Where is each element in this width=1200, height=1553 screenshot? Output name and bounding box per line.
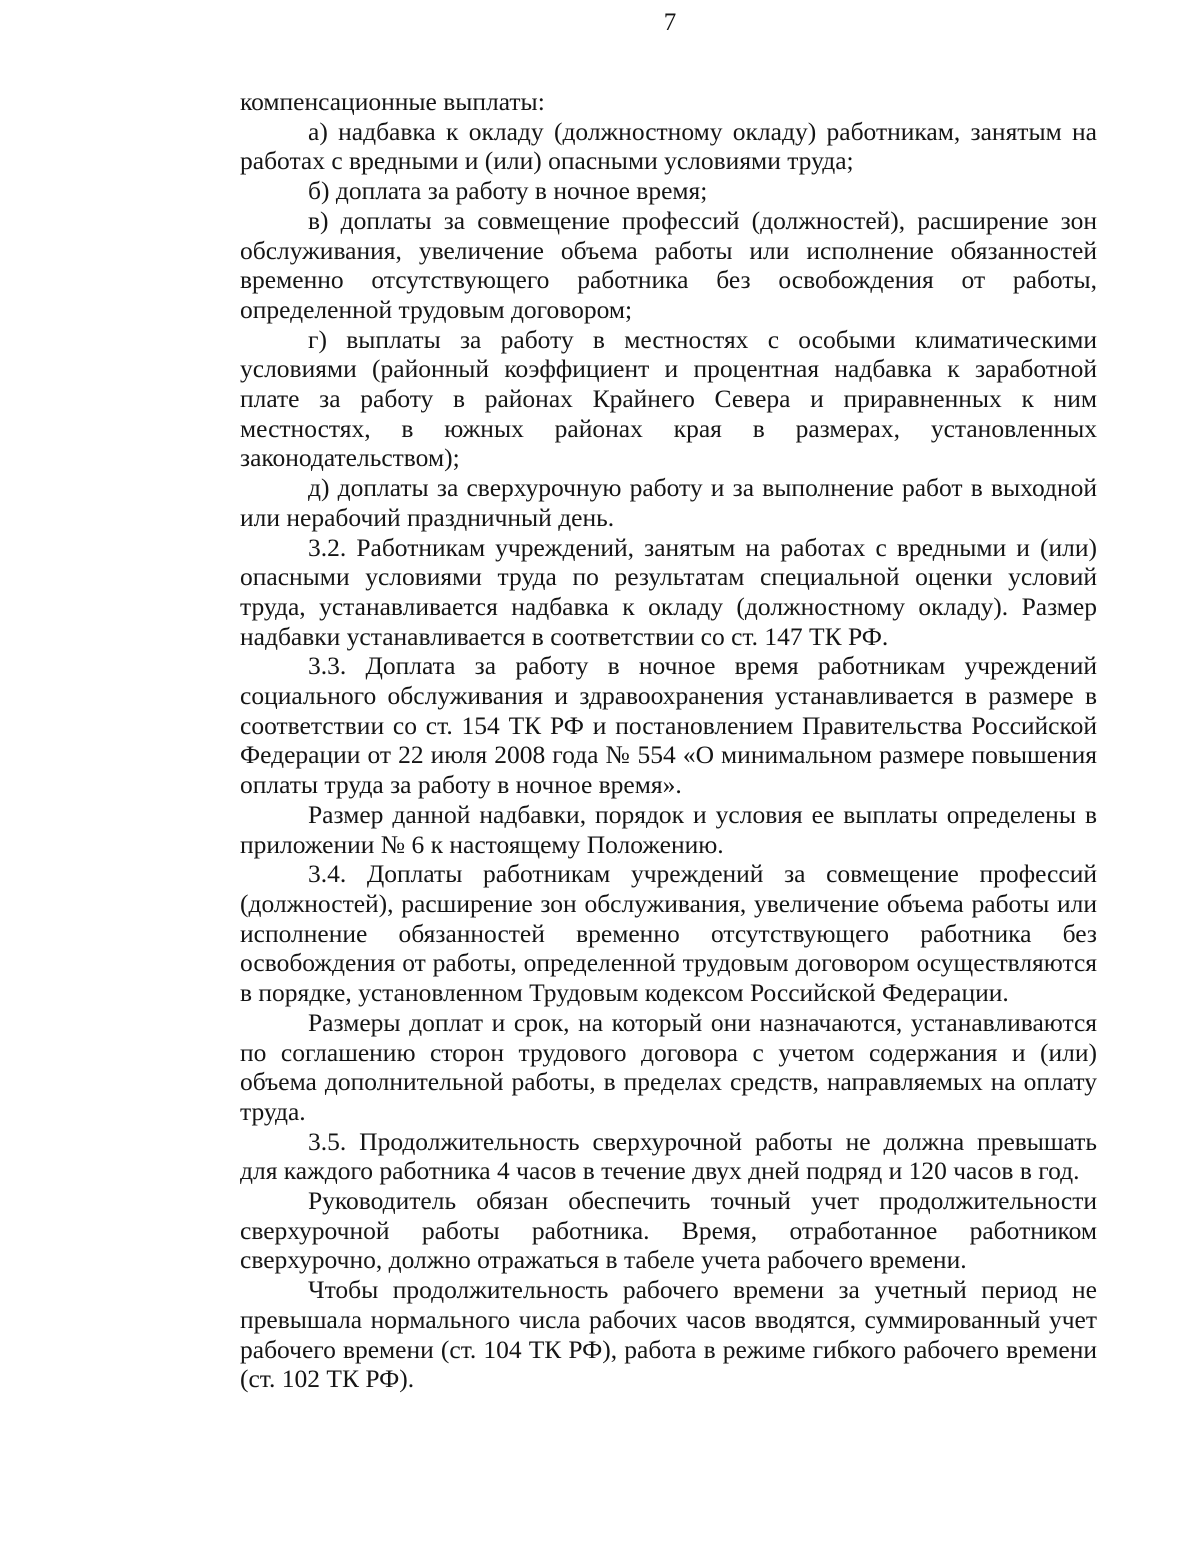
paragraph-item-g: г) выплаты за работу в местностях с особыми климатическими условиями (районный коэффициент и процентная надбавка к заработной плате за работу в районах Крайнего Севера и приравненных к ним местностях, в южных районах края в размерах, установленных законодательством); [240,324,1097,473]
paragraph-item-b: б) доплата за работу в ночное время; [308,176,708,206]
paragraph-item-d: д) доплаты за сверхурочную работу и за выполнение работ в выходной или нерабочий праздничный день. [240,473,1097,532]
paragraph-section-3-5: 3.5. Продолжительность сверхурочной работы не должна превышать для каждого работника 4 часов в течение двух дней подряд и 120 часов в год. [240,1126,1097,1186]
document-body [240,87,1097,1394]
paragraph-item-v: в) доплаты за совмещение профессий (должностей), расширение зон обслуживания, увеличение объема работы или исполнение обязанностей временно отсутствующего работника без освобождения от работы, определенной трудовым договором; [240,205,1097,324]
paragraph-working-time: Чтобы продолжительность рабочего времени за учетный период не превышала нормального числа рабочих часов вводятся, суммированный учет рабочего времени (ст. 104 ТК РФ), работа в режиме гибкого рабочего времени (ст. 102 ТК РФ). [240,1275,1097,1394]
paragraph-manager-duty: Руководитель обязан обеспечить точный учет продолжительности сверхурочной работы работника. Время, отработанное работником сверхурочно, должно отражаться в табеле учета рабочего времени. [240,1186,1097,1275]
paragraph-appendix-6: Размер данной надбавки, порядок и условия ее выплаты определены в приложении № 6 к настоящему Положению. [240,799,1097,859]
paragraph-section-3-2: 3.2. Работникам учреждений, занятым на работах с вредными и (или) опасными условиями труда по результатам специальной оценки условий труда, устанавливается надбавка к окладу (должностному окладу). Размер надбавки устанавливается в соответствии со ст. 147 ТК РФ. [240,532,1097,651]
paragraph-item-a: а) надбавка к окладу (должностному окладу) работникам, занятым на работах с вредными и (или) опасными условиями труда; [240,116,1097,176]
paragraph-section-3-3: 3.3. Доплата за работу в ночное время работникам учреждений социального обслуживания и здравоохранения устанавливается в размере в соответствии со ст. 154 ТК РФ и постановлением Правительства Российской Федерации от 22 июля 2008 года № 554 «О минимальном размере повышения оплаты труда за работу в ночное время». [240,651,1097,800]
paragraph-section-3-4: 3.4. Доплаты работникам учреждений за совмещение профессий (должностей), расширение зон обслуживания, увеличение объема работы или исполнение обязанностей временно отсутствующего работника без освобождения от работы, определенной трудовым договором осуществляются в порядке, установленном Трудовым кодексом Российской Федерации. [240,859,1097,1008]
page-number: 7 [663,9,677,36]
paragraph-compensation-heading: компенсационные выплаты: [240,87,545,116]
paragraph-surcharge-sizes: Размеры доплат и срок, на который они назначаются, устанавливаются по соглашению сторон трудового договора с учетом содержания и (или) объема дополнительной работы, в пределах средств, направляемых на оплату труда. [240,1007,1097,1126]
